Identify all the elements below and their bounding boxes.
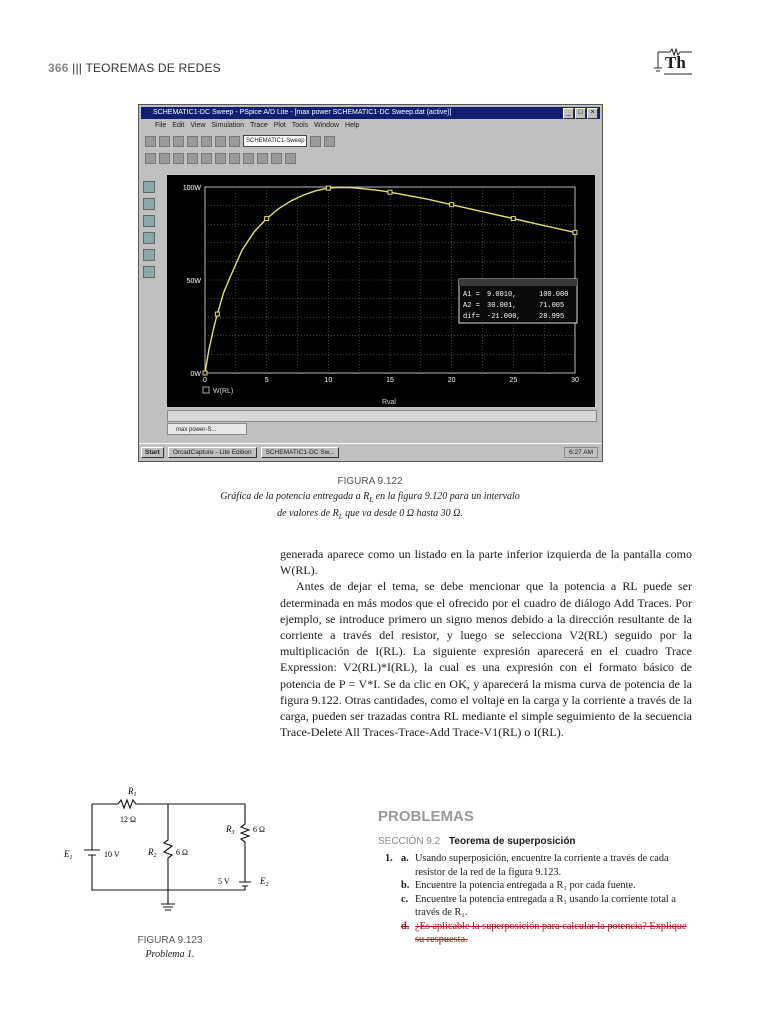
peak-icon[interactable] (243, 153, 254, 164)
data-point-marker (450, 203, 454, 207)
problem-1b: b. Encuentre la potencia entregada a R₁ por cada fuente. (401, 880, 636, 891)
x-tick-label: 10 (324, 377, 333, 384)
running-header (48, 61, 221, 75)
cursor-dif-x: -21.000, (487, 313, 521, 321)
taskbar-clock: 6:27 AM (564, 447, 598, 458)
cursor-icon[interactable] (229, 153, 240, 164)
taskbar-item-pspice[interactable]: SCHEMATIC1-DC Sw... (261, 447, 340, 458)
header-separator: ||| (72, 61, 83, 75)
r2-value: 6 Ω (176, 848, 188, 857)
tool-probe-icon[interactable] (143, 198, 155, 210)
run-icon[interactable] (310, 136, 321, 147)
cut-icon[interactable] (201, 136, 212, 147)
new-icon[interactable] (145, 136, 156, 147)
y-tick-label: 50W (186, 278, 201, 285)
start-button[interactable]: Start (141, 447, 164, 458)
plot-tab[interactable]: max power-S... (167, 423, 247, 435)
power-chart (167, 175, 595, 407)
problem-list (385, 852, 695, 947)
figure-9-122-label: FIGURA 9.122 (337, 476, 403, 487)
section-heading (378, 836, 576, 847)
cursor-a2-label: A2 = (463, 302, 480, 310)
problem-1c: c. Encuentre la potencia entregada a R₁ usando la corriente total a través de R₁. (401, 893, 676, 918)
menu-window[interactable]: Window (314, 122, 340, 129)
r1-value: 12 Ω (120, 815, 136, 824)
cursor-dif-label: dif= (463, 313, 480, 321)
data-point-marker (215, 312, 219, 316)
r3-value: 6 Ω (253, 825, 265, 834)
plot-area[interactable] (167, 175, 595, 407)
e2-label: $E_2$ (260, 876, 269, 888)
y-tick-label: 0W (190, 371, 201, 378)
left-tool-strip (143, 181, 155, 283)
plot-toolbar (141, 151, 600, 165)
taskbar-item-capture[interactable]: OrcadCapture - Lite Edition (168, 447, 257, 458)
save-icon[interactable] (173, 136, 184, 147)
pspice-screenshot (138, 104, 603, 462)
e2-value: 5 V (218, 877, 230, 886)
logo-text: Th (665, 53, 686, 72)
window-title: SCHEMATIC1-DC Sweep - PSpice A/D Lite - [max power SCHEMATIC1-DC Sweep.dat (active)] (153, 109, 452, 116)
problem-1a: 1. a. Usando superposición, encuentre la corriente a través de cada resistor de la red de la figura 9.123. (385, 853, 669, 878)
data-point-marker (326, 186, 330, 190)
figure-9-123-caption: Problema 1. (145, 949, 195, 960)
pause-icon[interactable] (324, 136, 335, 147)
axis-icon[interactable] (201, 153, 212, 164)
menu-trace[interactable]: Trace (250, 122, 268, 129)
trough-icon[interactable] (257, 153, 268, 164)
tool-current-icon[interactable] (143, 232, 155, 244)
window-controls (563, 108, 598, 119)
x-tick-label: 15 (386, 377, 394, 384)
data-point-marker (573, 230, 577, 234)
zoom-out-icon[interactable] (159, 153, 170, 164)
menu-bar (141, 120, 600, 132)
paragraph-1: generada aparece como un listado en la parte inferior izquierda de la pantalla como W(RL). (280, 547, 692, 578)
x-tick-label: 0 (203, 377, 207, 384)
problem-1d: d. ¿Es aplicable la superposición para calcular la potencia? Explique su respuesta. (401, 920, 687, 945)
x-tick-label: 5 (264, 377, 269, 384)
close-icon[interactable]: × (587, 108, 598, 119)
data-point-marker (511, 217, 515, 221)
windows-taskbar (139, 443, 602, 461)
zoom-in-icon[interactable] (145, 153, 156, 164)
r3-label: $R_3$ (226, 824, 235, 836)
header-title: TEOREMAS DE REDES (85, 61, 221, 75)
legend-symbol (203, 387, 209, 393)
tool-markers-icon[interactable] (143, 266, 155, 278)
r1-label: $R_1$ (128, 786, 137, 798)
menu-file[interactable]: File (155, 122, 167, 129)
circuit-diagram (60, 780, 290, 930)
figure-9-123-label: FIGURA 9.123 (137, 935, 203, 946)
maximize-icon[interactable]: □ (575, 108, 586, 119)
figure-9-122-caption: Gráfica de la potencia entregada a $R_L$ en la figura 9.120 para un intervalo de valores de $R_L$ que va desde 0 Ω hasta 30 Ω. (220, 491, 520, 521)
menu-plot[interactable]: Plot (273, 122, 286, 129)
x-tick-label: 25 (509, 377, 518, 384)
menu-help[interactable]: Help (345, 122, 360, 129)
mark-label-icon[interactable] (285, 153, 296, 164)
menu-simulation[interactable]: Simulation (211, 122, 245, 129)
main-toolbar (141, 134, 600, 148)
tool-voltage-icon[interactable] (143, 215, 155, 227)
simulation-profile-select[interactable]: SCHEMATIC1-Sweep (243, 135, 307, 147)
cursor-readout-box[interactable] (459, 279, 577, 323)
section-title: Teorema de superposición (449, 836, 576, 847)
tool-select-icon[interactable] (143, 181, 155, 193)
menu-view[interactable]: View (190, 122, 206, 129)
section-number: SECCIÓN 9.2 (378, 836, 441, 847)
legend-label: W(RL) (213, 388, 234, 395)
zoom-fit-icon[interactable] (187, 153, 198, 164)
zoom-area-icon[interactable] (173, 153, 184, 164)
y-tick-label: 100W (182, 185, 201, 192)
cursor-dif-y: 28.995 (539, 313, 565, 321)
cursor-a2-y: 71.005 (539, 302, 565, 310)
menu-tools[interactable]: Tools (291, 122, 309, 129)
r2-label: $R_2$ (148, 847, 157, 859)
cursor-a1-label: A1 = (463, 291, 480, 299)
open-icon[interactable] (159, 136, 170, 147)
problems-heading: PROBLEMAS (378, 808, 474, 825)
add-trace-icon[interactable] (215, 153, 226, 164)
x-axis-label: Rval (381, 399, 397, 406)
cursor-a2-x: 30.001, (487, 302, 517, 310)
data-point-marker (388, 190, 392, 194)
paragraph-2: Antes de dejar el tema, se debe mencionar que la potencia a RL puede ser determinada en más modos que el ofrecido por el cuadro de diálogo Add Traces. Por ejemplo, se introduce primero un signo menos debido a la dirección resultante de la corriente a través del resistor, y luego se selecciona V2(RL) seguido por la multiplicación de I(RL). La siguiente expresión aparecerá en el cuadro Trace Expression: V2(RL)*I(RL), la cual es una expresión con el formato básico de potencia de P = V*I. Se da clic en OK, y aparecerá la misma curva de potencia de la figura 9.122. Otras cantidades, como el voltaje en la carga y la corriente a través de la carga, pueden ser trazadas contra RL mediante el simple seguimiento de la secuencia Trace-Delete All Traces-Trace-Add Trace-V1(RL) o I(RL). (280, 579, 692, 740)
x-tick-label: 30 (571, 377, 579, 384)
x-tick-label: 20 (447, 377, 456, 384)
data-point-marker (265, 217, 269, 221)
slope-icon[interactable] (271, 153, 282, 164)
print-icon[interactable] (187, 136, 198, 147)
paste-icon[interactable] (229, 136, 240, 147)
page-number: 366 (48, 61, 69, 75)
cursor-a1-y: 100.000 (539, 291, 569, 299)
body-text (280, 546, 692, 740)
copy-icon[interactable] (215, 136, 226, 147)
e1-value: 10 V (104, 850, 120, 859)
menu-edit[interactable]: Edit (172, 122, 185, 129)
tool-power-icon[interactable] (143, 249, 155, 261)
window-titlebar (141, 107, 600, 119)
minimize-icon[interactable]: _ (563, 108, 574, 119)
cursor-a1-x: 9.0010, (487, 291, 517, 299)
horizontal-scrollbar[interactable] (167, 410, 597, 422)
e1-label: $E_1$ (64, 849, 73, 861)
data-point-marker (203, 371, 207, 375)
